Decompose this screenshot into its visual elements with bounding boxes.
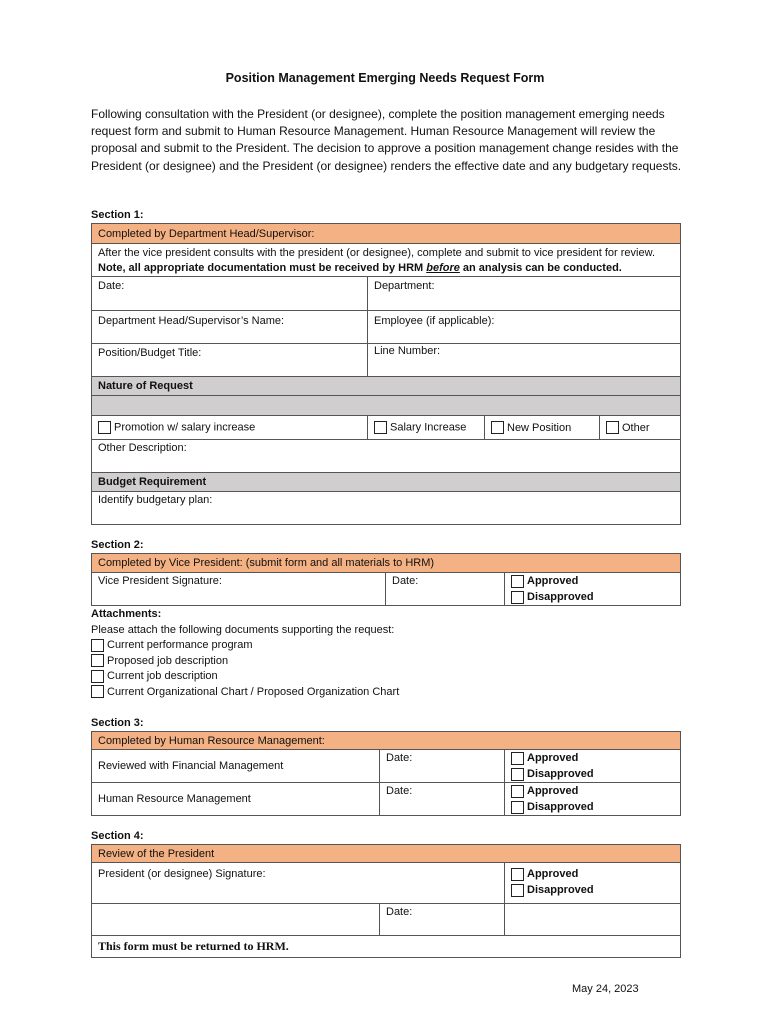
- approved-option[interactable]: Approved: [511, 573, 674, 589]
- checkbox[interactable]: [511, 884, 524, 897]
- vp-approval: [505, 573, 681, 606]
- intro-paragraph: Following consultation with the President (or designee), complete the position management emerging needs request form and submit to Human Resource Management. Human Resource Management will review the proposal and submit to the President. The decision to approve a position management change resides with the President (or designee) and the President (or designee) renders the effective date and any budgetary requests.: [91, 107, 682, 173]
- financial-review-date[interactable]: Date:: [380, 750, 505, 783]
- supervisor-name-field[interactable]: Department Head/Supervisor’s Name:: [92, 311, 368, 344]
- section2-header: Completed by Vice President: (submit form and all materials to HRM): [92, 554, 681, 573]
- attachments-label: Attachments:: [91, 608, 162, 620]
- checkbox[interactable]: [91, 639, 104, 652]
- budget-plan-field[interactable]: Identify budgetary plan:: [92, 492, 681, 525]
- form-title: Position Management Emerging Needs Request Form: [225, 71, 545, 85]
- footer-date: May 24, 2023: [572, 983, 639, 995]
- nature-of-request-spacer: [92, 396, 681, 416]
- disapproved-option[interactable]: Disapproved: [511, 882, 674, 898]
- section1-table: [91, 223, 681, 525]
- budget-requirement-header: Budget Requirement: [92, 473, 681, 492]
- hrm-date[interactable]: Date:: [380, 783, 505, 816]
- checkbox[interactable]: [491, 421, 504, 434]
- section4-label: Section 4:: [91, 830, 144, 842]
- president-approval: [505, 863, 681, 904]
- checkbox[interactable]: [511, 752, 524, 765]
- section4-table: [91, 844, 681, 958]
- checkbox[interactable]: [511, 575, 524, 588]
- attachment-item[interactable]: Current job description: [91, 669, 399, 685]
- president-blank-field[interactable]: [92, 904, 380, 936]
- president-signature-field[interactable]: President (or designee) Signature:: [92, 863, 505, 904]
- section2-table: [91, 553, 681, 606]
- attachment-item[interactable]: Current Organizational Chart / Proposed Organization Chart: [91, 685, 399, 701]
- section3-table: [91, 731, 681, 816]
- attachment-item[interactable]: Current performance program: [91, 638, 399, 654]
- checkbox[interactable]: [511, 868, 524, 881]
- checkbox[interactable]: [511, 801, 524, 814]
- option-promotion[interactable]: Promotion w/ salary increase: [92, 416, 368, 440]
- checkbox[interactable]: [91, 685, 104, 698]
- attachments: [91, 606, 399, 700]
- checkbox[interactable]: [606, 421, 619, 434]
- employee-field[interactable]: Employee (if applicable):: [368, 311, 681, 344]
- date-field[interactable]: Date:: [92, 277, 368, 311]
- other-description-field[interactable]: Other Description:: [92, 440, 681, 473]
- checkbox[interactable]: [91, 654, 104, 667]
- vp-date-field[interactable]: Date:: [386, 573, 505, 606]
- hrm-field[interactable]: Human Resource Management: [92, 783, 380, 816]
- position-title-field[interactable]: Position/Budget Title:: [92, 344, 368, 377]
- section4-header: Review of the President: [92, 845, 681, 863]
- line-number-field[interactable]: Line Number:: [368, 344, 681, 377]
- section1-instructions: After the vice president consults with the president (or designee), complete and submit to vice president for review. Note, all appropriate documentation must be received by HRM before an analysis can be conducted.: [92, 244, 681, 277]
- approved-option[interactable]: Approved: [511, 783, 674, 799]
- disapproved-option[interactable]: Disapproved: [511, 766, 674, 782]
- option-group: [485, 416, 681, 440]
- vp-signature-field[interactable]: Vice President Signature:: [92, 573, 386, 606]
- section1-header: Completed by Department Head/Supervisor:: [92, 224, 681, 244]
- hrm-approval: [505, 783, 681, 816]
- return-note: This form must be returned to HRM.: [92, 936, 681, 958]
- approved-option[interactable]: Approved: [511, 866, 674, 882]
- checkbox[interactable]: [374, 421, 387, 434]
- section3-header: Completed by Human Resource Management:: [92, 732, 681, 750]
- financial-review-field[interactable]: Reviewed with Financial Management: [92, 750, 380, 783]
- approved-option[interactable]: Approved: [511, 750, 674, 766]
- checkbox[interactable]: [91, 670, 104, 683]
- department-field[interactable]: Department:: [368, 277, 681, 311]
- attachments-intro: Please attach the following documents supporting the request:: [91, 624, 395, 636]
- option-salary-increase[interactable]: Salary Increase: [368, 416, 485, 440]
- nature-of-request-header: Nature of Request: [92, 377, 681, 396]
- disapproved-option[interactable]: Disapproved: [511, 589, 674, 605]
- president-blank-cell: [505, 904, 681, 936]
- checkbox[interactable]: [511, 591, 524, 604]
- financial-review-approval: [505, 750, 681, 783]
- option-other[interactable]: Other: [600, 421, 650, 434]
- attachment-item[interactable]: Proposed job description: [91, 654, 399, 670]
- checkbox[interactable]: [511, 785, 524, 798]
- president-date-field[interactable]: Date:: [380, 904, 505, 936]
- disapproved-option[interactable]: Disapproved: [511, 799, 674, 815]
- section1-label: Section 1:: [91, 209, 144, 221]
- checkbox[interactable]: [98, 421, 111, 434]
- section3-label: Section 3:: [91, 717, 144, 729]
- option-new-position[interactable]: New Position: [485, 416, 600, 439]
- section2-label: Section 2:: [91, 539, 144, 551]
- checkbox[interactable]: [511, 768, 524, 781]
